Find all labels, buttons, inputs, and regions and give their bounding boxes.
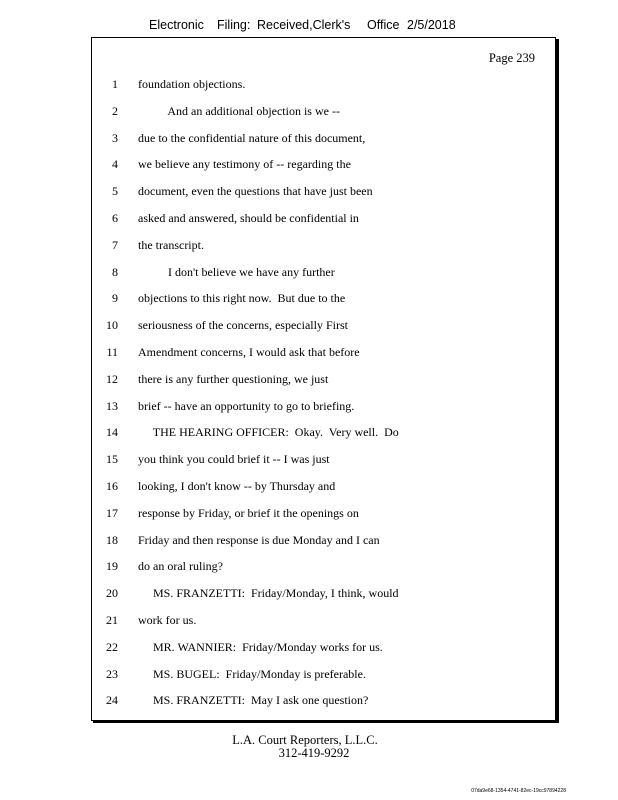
transcript-line	[92, 370, 555, 388]
line-number: 9	[112, 291, 118, 306]
transcript-line	[92, 584, 555, 602]
line-number: 24	[106, 693, 118, 708]
line-number: 18	[106, 532, 118, 547]
line-text: I don't believe we have any further	[138, 264, 335, 279]
page-border-shadow	[93, 721, 559, 723]
transcript-line	[92, 263, 555, 281]
transcript-line	[92, 691, 555, 709]
line-text: asked and answered, should be confidential in	[138, 211, 359, 225]
line-text: MS. FRANZETTI: May I ask one question?	[138, 693, 369, 708]
line-text: brief -- have an opportunity to go to briefing.	[138, 398, 355, 413]
line-number: 21	[106, 613, 118, 627]
filing-stamp-header	[0, 18, 618, 38]
line-text: the transcript.	[138, 237, 204, 252]
line-number: 1	[112, 77, 118, 91]
line-number: 2	[112, 103, 118, 118]
transcript-line	[92, 423, 555, 441]
transcript-line	[92, 343, 555, 361]
line-number: 23	[106, 666, 118, 681]
line-text: there is any further questioning, we just	[138, 371, 329, 386]
line-number: 7	[112, 237, 118, 252]
line-text: you think you could brief it -- I was just	[138, 452, 330, 467]
filing-stamp-word: Received,Clerk's	[257, 18, 351, 32]
transcript-lines	[92, 38, 555, 720]
line-number: 14	[106, 425, 118, 440]
reporter-name: L.A. Court Reporters, L.L.C.	[232, 733, 378, 747]
transcript-line	[92, 155, 555, 173]
line-number: 15	[106, 452, 118, 467]
transcript-line	[92, 102, 555, 120]
line-number: 11	[106, 345, 118, 359]
line-number: 17	[106, 505, 118, 520]
line-text: seriousness of the concerns, especially First	[138, 318, 348, 333]
line-number: 8	[112, 264, 118, 279]
line-text: do an oral ruling?	[138, 559, 223, 574]
transcript-line	[92, 638, 555, 656]
document-id: 07da9e68-1354-4741-82ec-19cc97894228	[471, 788, 566, 794]
line-number: 13	[106, 398, 118, 413]
filing-stamp-word: Electronic	[149, 18, 204, 32]
line-text: MR. WANNIER: Friday/Monday works for us.	[138, 639, 383, 654]
transcript-line	[92, 75, 555, 93]
filing-stamp-word: Office	[367, 18, 400, 32]
reporter-phone: 312-419-9292	[278, 746, 350, 760]
line-text: foundation objections.	[138, 77, 246, 91]
transcript-line	[92, 397, 555, 415]
transcript-line	[92, 289, 555, 307]
transcript-line	[92, 611, 555, 629]
line-number: 4	[112, 157, 118, 172]
line-text: And an additional objection is we --	[138, 103, 340, 118]
line-text: work for us.	[138, 613, 197, 627]
line-text: objections to this right now. But due to the	[138, 291, 346, 306]
transcript-line	[92, 557, 555, 575]
transcript-line	[92, 129, 555, 147]
line-text: looking, I don't know -- by Thursday and	[138, 479, 336, 493]
transcript-line	[92, 477, 555, 495]
line-text: document, even the questions that have just been	[138, 184, 373, 199]
page-number: Page 239	[488, 51, 535, 65]
line-text: response by Friday, or brief it the openings on	[138, 505, 359, 520]
line-text: THE HEARING OFFICER: Okay. Very well. Do	[138, 425, 399, 440]
transcript-line	[92, 316, 555, 334]
transcript-line	[92, 236, 555, 254]
line-number: 3	[112, 130, 118, 145]
transcript-line	[92, 182, 555, 200]
page-border-shadow	[556, 39, 559, 723]
line-text: Friday and then response is due Monday and I can	[138, 532, 380, 547]
filing-stamp-word: Filing:	[217, 18, 251, 32]
transcript-line	[92, 531, 555, 549]
line-number: 12	[106, 371, 118, 386]
line-text: we believe any testimony of -- regarding the	[138, 157, 351, 172]
line-text: MS. FRANZETTI: Friday/Monday, I think, would	[138, 586, 399, 601]
transcript-line	[92, 209, 555, 227]
transcript-line	[92, 665, 555, 683]
line-number: 6	[112, 211, 118, 225]
line-text: due to the confidential nature of this document,	[138, 130, 366, 145]
line-number: 20	[106, 586, 118, 601]
line-text: Amendment concerns, I would ask that before	[138, 345, 360, 359]
line-number: 16	[106, 479, 118, 493]
line-number: 10	[106, 318, 118, 333]
transcript-line	[92, 450, 555, 468]
filing-stamp-date: 2/5/2018	[407, 18, 456, 32]
line-number: 19	[106, 559, 118, 574]
transcript-page	[91, 37, 556, 721]
line-text: MS. BUGEL: Friday/Monday is preferable.	[138, 666, 366, 681]
transcript-line	[92, 504, 555, 522]
line-number: 5	[112, 184, 118, 199]
line-number: 22	[106, 639, 118, 654]
